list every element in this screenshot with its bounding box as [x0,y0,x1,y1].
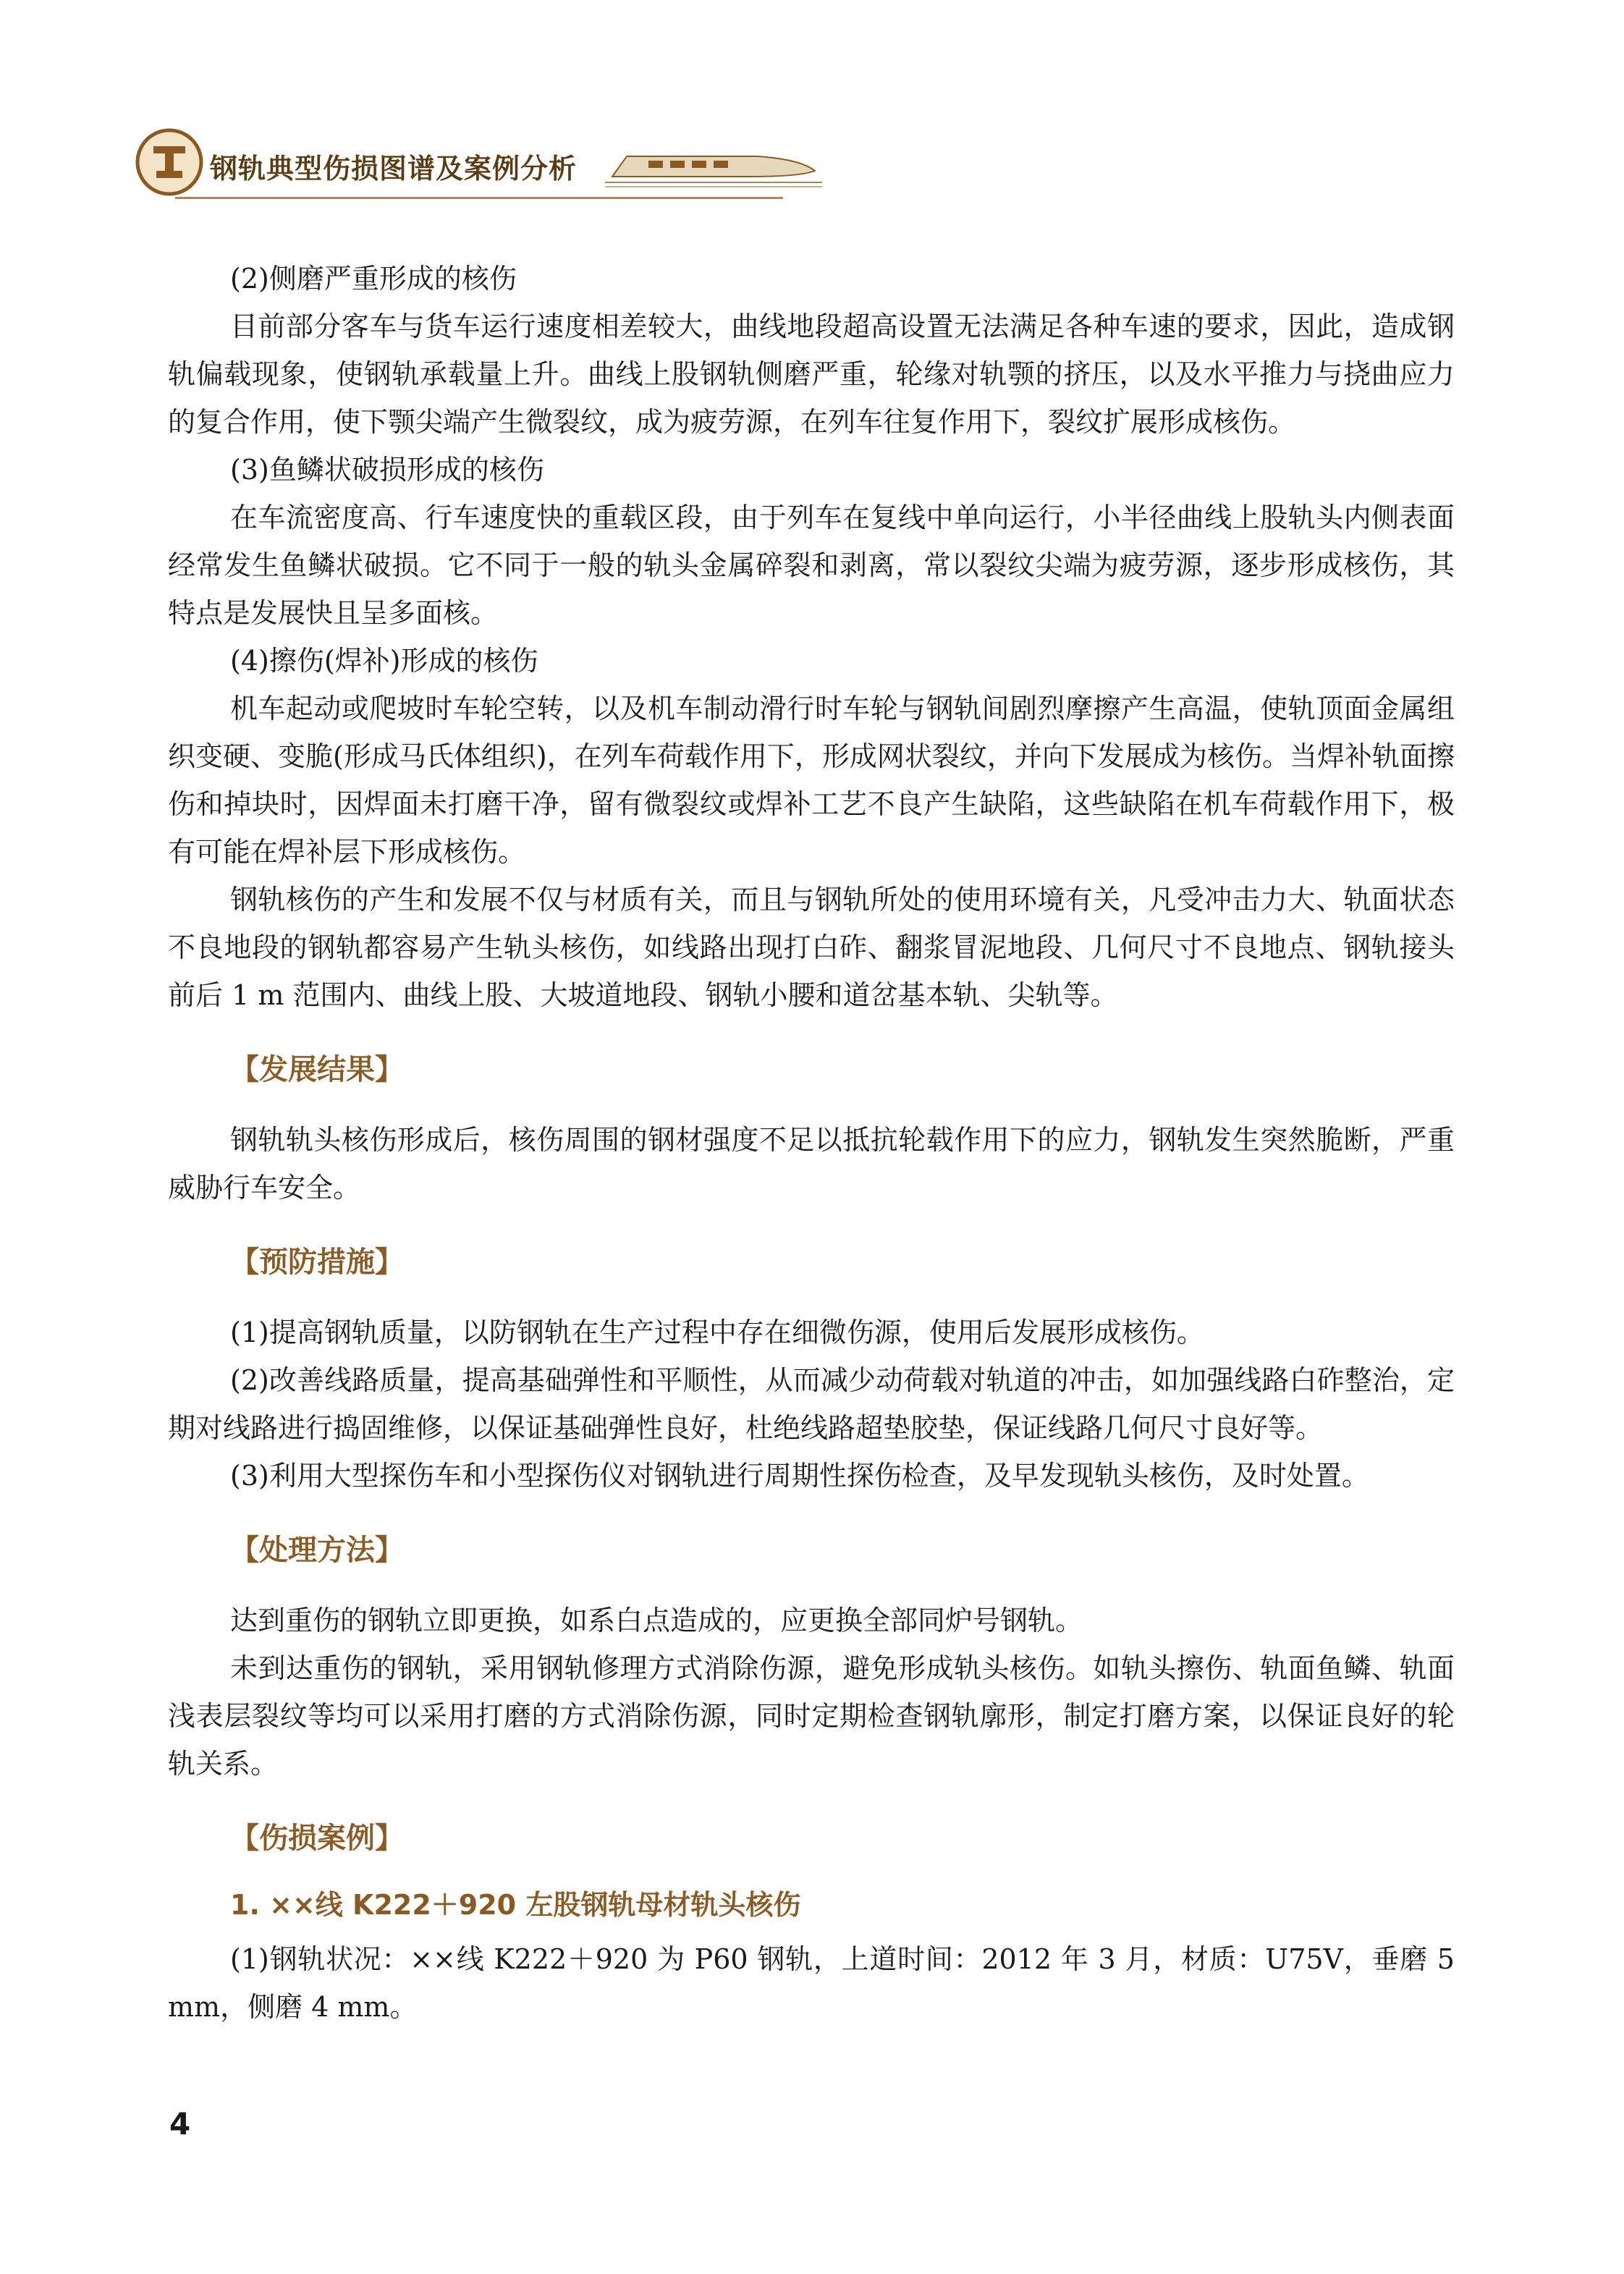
paragraph: 钢轨轨头核伤形成后，核伤周围的钢材强度不足以抵抗轮载作用下的应力，钢轨发生突然脆断，严重威胁行车安全。 [168,1124,1455,1204]
paragraph: (3)利用大型探伤车和小型探伤仪对钢轨进行周期性探伤检查，及早发现轨头核伤，及时处置。 [230,1460,1369,1492]
rail-logo-icon [135,127,204,197]
page-content [168,255,1455,2031]
page-header [135,127,829,207]
page-number: 4 [169,2106,191,2142]
case-title: 1. ××线 K222＋920 左股钢轨母材轨头核伤 [230,1889,801,1921]
section-heading-treatment: 【处理方法】 [230,1534,404,1567]
paragraph: 在车流密度高、行车速度快的重载区段，由于列车在复线中单向运行，小半径曲线上股轨头内侧表面经常发生鱼鳞状破损。它不同于一般的轨头金属碎裂和剥离，常以裂纹尖端为疲劳源，逐步形成核伤，其特点是发展快且呈多面核。 [168,502,1455,629]
paragraph: 未到达重伤的钢轨，采用钢轨修理方式消除伤源，避免形成轨头核伤。如轨头擦伤、轨面鱼鳞、轨面浅表层裂纹等均可以采用打磨的方式消除伤源，同时定期检查钢轨廓形，制定打磨方案，以保证良好的轮轨关系。 [168,1652,1455,1780]
paragraph: (1)钢轨状况：××线 K222＋920 为 P60 钢轨，上道时间：2012 年 3 月，材质：U75V，垂磨 5 mm，侧磨 4 mm。 [168,1943,1455,2023]
subheading-wheel-burn: (4)擦伤(焊补)形成的核伤 [230,645,538,677]
paragraph: 达到重伤的钢轨立即更换，如系白点造成的，应更换全部同炉号钢轨。 [230,1605,1083,1636]
subheading-lateral-wear: (2)侧磨严重形成的核伤 [230,263,517,295]
section-heading-result: 【发展结果】 [230,1053,404,1086]
section-heading-cases: 【伤损案例】 [230,1822,404,1855]
book-title: 钢轨典型伤损图谱及案例分析 [210,153,578,185]
paragraph: 机车起动或爬坡时车轮空转，以及机车制动滑行时车轮与钢轨间剧烈摩擦产生高温，使轨顶面金属组织变硬、变脆(形成马氏体组织)，在列车荷载作用下，形成网状裂纹，并向下发展成为核伤。当焊补轨面擦伤和掉块时，因焊面未打磨干净，留有微裂纹或焊补工艺不良产生缺陷，这些缺陷在机车荷载作用下，极有可能在焊补层下形成核伤。 [168,693,1455,868]
header-divider [175,197,783,199]
subheading-fish-scale: (3)鱼鳞状破损形成的核伤 [230,454,544,486]
section-heading-prevention: 【预防措施】 [230,1246,404,1279]
paragraph: (2)改善线路质量，提高基础弹性和平顺性，从而减少动荷载对轨道的冲击，如加强线路白砟整治，定期对线路进行捣固维修，以保证基础弹性良好，杜绝线路超垫胶垫，保证线路几何尺寸良好等。 [168,1364,1455,1444]
train-icon [605,138,822,190]
paragraph: (1)提高钢轨质量，以防钢轨在生产过程中存在细微伤源，使用后发展形成核伤。 [230,1316,1204,1348]
paragraph: 目前部分客车与货车运行速度相差较大，曲线地段超高设置无法满足各种车速的要求，因此，造成钢轨偏载现象，使钢轨承载量上升。曲线上股钢轨侧磨严重，轮缘对轨颚的挤压，以及水平推力与挠曲应力的复合作用，使下颚尖端产生微裂纹，成为疲劳源，在列车往复作用下，裂纹扩展形成核伤。 [168,310,1455,438]
paragraph: 钢轨核伤的产生和发展不仅与材质有关，而且与钢轨所处的使用环境有关，凡受冲击力大、轨面状态不良地段的钢轨都容易产生轨头核伤，如线路出现打白砟、翻浆冒泥地段、几何尺寸不良地点、钢轨接头前后 1 m 范围内、曲线上股、大坡道地段、钢轨小腰和道岔基本轨、尖轨等。 [168,884,1455,1011]
